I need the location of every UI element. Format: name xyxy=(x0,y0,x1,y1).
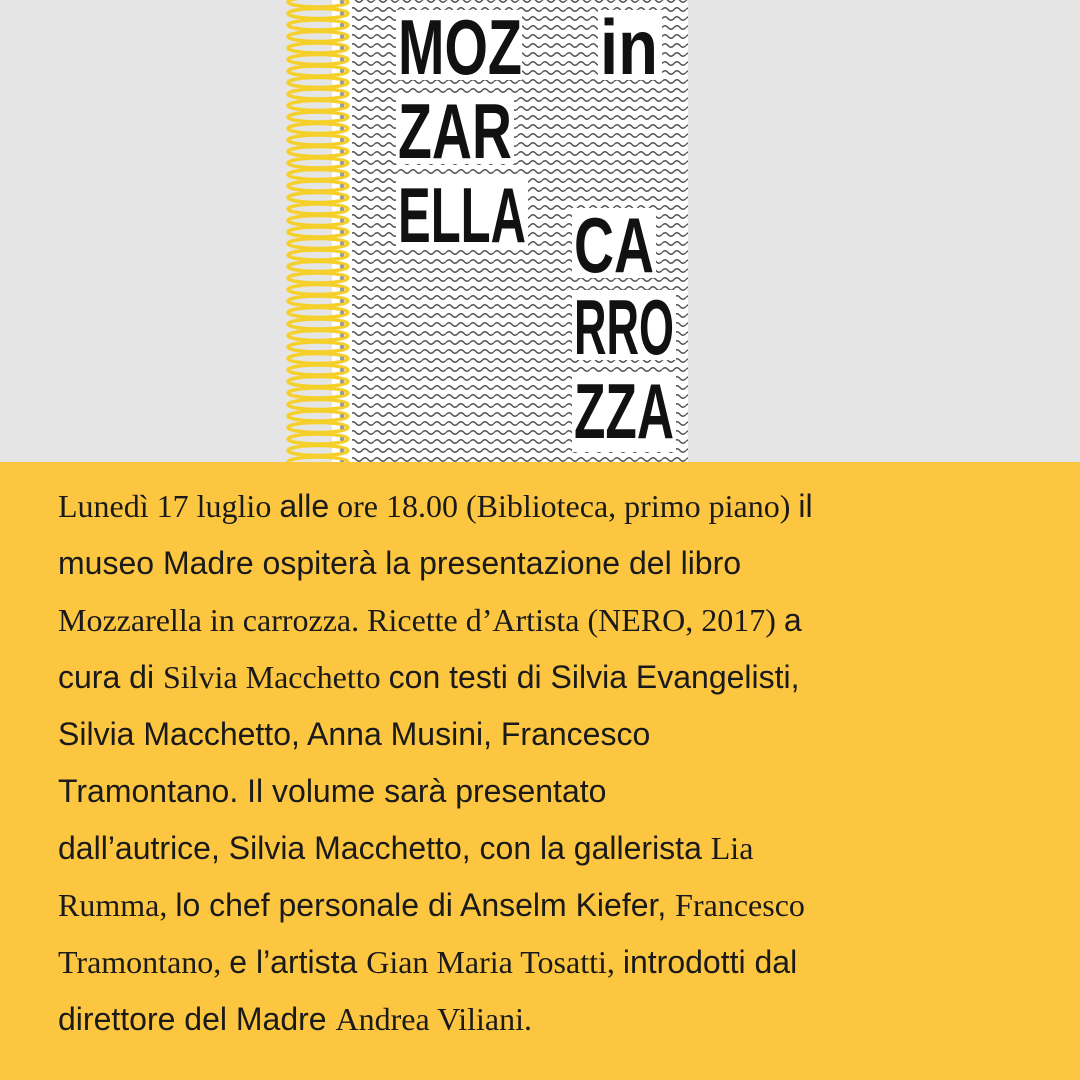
binding-hole xyxy=(340,414,344,418)
binding-hole xyxy=(340,333,344,337)
binding-hole xyxy=(340,230,344,234)
hero-image-area xyxy=(0,0,1080,462)
binding-hole xyxy=(340,253,344,257)
text-segment: Mozzarella in carrozza. Ricette d’Artista (NERO, 2017) xyxy=(58,602,784,638)
text-line xyxy=(58,763,1038,820)
binding-hole xyxy=(340,299,344,303)
binding-hole xyxy=(340,448,344,452)
binding-hole xyxy=(340,437,344,441)
binding-hole xyxy=(340,126,344,130)
binding-hole xyxy=(340,276,344,280)
binding-hole xyxy=(340,57,344,61)
binding-hole xyxy=(340,0,344,4)
binding-hole xyxy=(340,391,344,395)
text-segment: a xyxy=(783,602,802,638)
binding-hole xyxy=(340,356,344,360)
binding-hole xyxy=(340,345,344,349)
binding-hole xyxy=(340,264,344,268)
binding-hole xyxy=(340,218,344,222)
binding-hole xyxy=(340,287,344,291)
text-line xyxy=(58,820,1038,877)
binding-hole xyxy=(340,23,344,27)
binding-hole xyxy=(340,207,344,211)
text-segment: ore 18.00 (Biblioteca, primo piano) xyxy=(329,488,799,524)
title-left-block xyxy=(396,3,528,259)
text-segment: Lia xyxy=(710,830,754,866)
text-line xyxy=(58,535,1038,592)
text-segment: Gian Maria Tosatti, xyxy=(366,944,623,980)
binding-hole xyxy=(340,149,344,153)
binding-hole xyxy=(340,172,344,176)
binding-hole xyxy=(340,46,344,50)
binding-hole xyxy=(340,184,344,188)
text-segment: Tramontano, xyxy=(58,944,230,980)
binding-hole xyxy=(340,11,344,15)
text-segment: Andrea Viliani. xyxy=(335,1001,533,1037)
binding-hole xyxy=(340,310,344,314)
binding-hole xyxy=(340,161,344,165)
text-segment: Silvia Macchetto, Anna Musini, Francesco xyxy=(58,716,651,752)
event-description xyxy=(58,478,1038,1048)
text-segment: museo Madre ospiterà la presentazione del libro xyxy=(58,545,742,581)
text-line xyxy=(58,934,1038,991)
text-segment: dall’autrice, Silvia Macchetto, con la gallerista xyxy=(58,830,711,866)
binding-hole xyxy=(340,80,344,84)
text-segment: Lunedì 17 luglio xyxy=(58,488,280,524)
text-line xyxy=(58,649,1038,706)
binding-hole xyxy=(340,402,344,406)
binding-hole xyxy=(340,195,344,199)
text-segment: il xyxy=(798,488,813,524)
text-segment: lo chef personale di Anselm Kiefer, xyxy=(175,887,676,923)
text-segment: Tramontano. Il volume sarà presentato xyxy=(58,773,607,809)
binding-hole xyxy=(340,425,344,429)
binding-hole xyxy=(340,69,344,73)
binding-hole xyxy=(340,103,344,107)
cover-title-line-3: ELLA xyxy=(398,171,526,259)
binding-hole xyxy=(340,92,344,96)
binding-hole xyxy=(340,138,344,142)
cover-title-ca: CA xyxy=(574,201,654,289)
text-line xyxy=(58,706,1038,763)
text-segment: Francesco xyxy=(675,887,805,923)
text-segment: alle xyxy=(279,488,330,524)
text-segment: con testi di Silvia Evangelisti, xyxy=(388,659,800,695)
text-line xyxy=(58,991,1038,1048)
book-cover-image xyxy=(278,0,688,466)
binding-hole xyxy=(340,322,344,326)
binding-hole xyxy=(340,241,344,245)
text-segment: e l’artista xyxy=(229,944,367,980)
text-line xyxy=(58,877,1038,934)
cover-title-line-1: MOZ xyxy=(398,3,522,91)
binding-hole xyxy=(340,115,344,119)
text-segment: introdotti dal xyxy=(622,944,798,980)
text-segment: direttore del Madre xyxy=(58,1001,336,1037)
cover-title-in: in xyxy=(600,3,658,91)
binding-hole xyxy=(340,34,344,38)
text-segment: cura di xyxy=(58,659,163,695)
binding-hole xyxy=(340,379,344,383)
cover-title-rro: RRO xyxy=(574,283,674,371)
cover-title-line-2: ZAR xyxy=(398,87,512,175)
text-line xyxy=(58,478,1038,535)
cover-title-zza: ZZA xyxy=(574,367,674,455)
text-segment: Rumma, xyxy=(58,887,176,923)
text-segment: Silvia Macchetto xyxy=(162,659,389,695)
text-line xyxy=(58,592,1038,649)
binding-hole xyxy=(340,368,344,372)
